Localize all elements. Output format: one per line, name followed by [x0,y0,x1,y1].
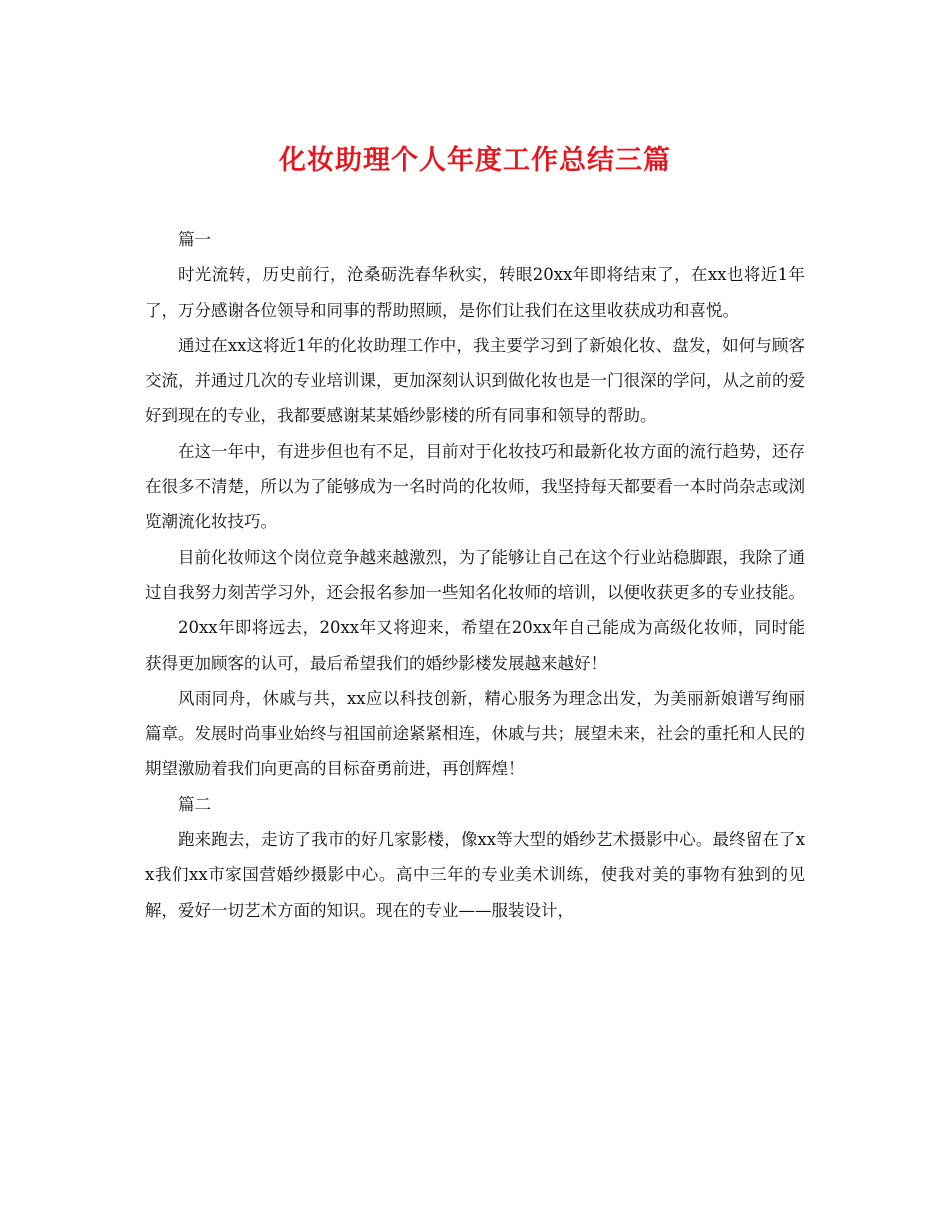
paragraph: 在这一年中，有进步但也有不足，目前对于化妆技巧和最新化妆方面的流行趋势，还存在很多不清楚，所以为了能够成为一名时尚的化妆师，我坚持每天都要看一本时尚杂志或浏览潮流化妆技巧。 [145,441,805,532]
section-heading-2: 篇二 [178,794,211,814]
paragraph: 通过在xx这将近1年的化妆助理工作中，我主要学习到了新娘化妆、盘发，如何与顾客交流，并通过几次的专业培训课，更加深刻认识到做化妆也是一门很深的学问，从之前的爱好到现在的专业，我都要感谢某某婚纱影楼的所有同事和领导的帮助。 [145,335,805,426]
document-title: 化妆助理个人年度工作总结三篇 [279,145,671,176]
paragraph: 目前化妆师这个岗位竞争越来越激烈，为了能够让自己在这个行业站稳脚跟，我除了通过自我努力刻苦学习外，还会报名参加一些知名化妆师的培训，以便收获更多的专业技能。 [145,547,805,602]
document-body [145,222,805,928]
paragraph: 20xx年即将远去，20xx年又将迎来，希望在20xx年自己能成为高级化妆师，同时能获得更加顾客的认可，最后希望我们的婚纱影楼发展越来越好！ [145,618,805,673]
paragraph: 风雨同舟，休戚与共，xx应以科技创新，精心服务为理念出发，为美丽新娘谱写绚丽篇章。发展时尚事业始终与祖国前途紧紧相连，休戚与共；展望未来，社会的重托和人民的期望激励着我们向更高的目标奋勇前进，再创辉煌！ [145,688,805,779]
paragraph: 跑来跑去，走访了我市的好几家影楼，像xx等大型的婚纱艺术摄影中心。最终留在了xx我们xx市家国营婚纱摄影中心。高中三年的专业美术训练，使我对美的事物有独到的见解，爱好一切艺术方面的知识。现在的专业——服装设计， [145,830,805,920]
paragraph: 时光流转，历史前行，沧桑砺洗春华秋实，转眼20xx年即将结束了，在xx也将近1年了，万分感谢各位领导和同事的帮助照顾，是你们让我们在这里收获成功和喜悦。 [145,265,805,320]
section-heading-1: 篇一 [178,230,211,249]
